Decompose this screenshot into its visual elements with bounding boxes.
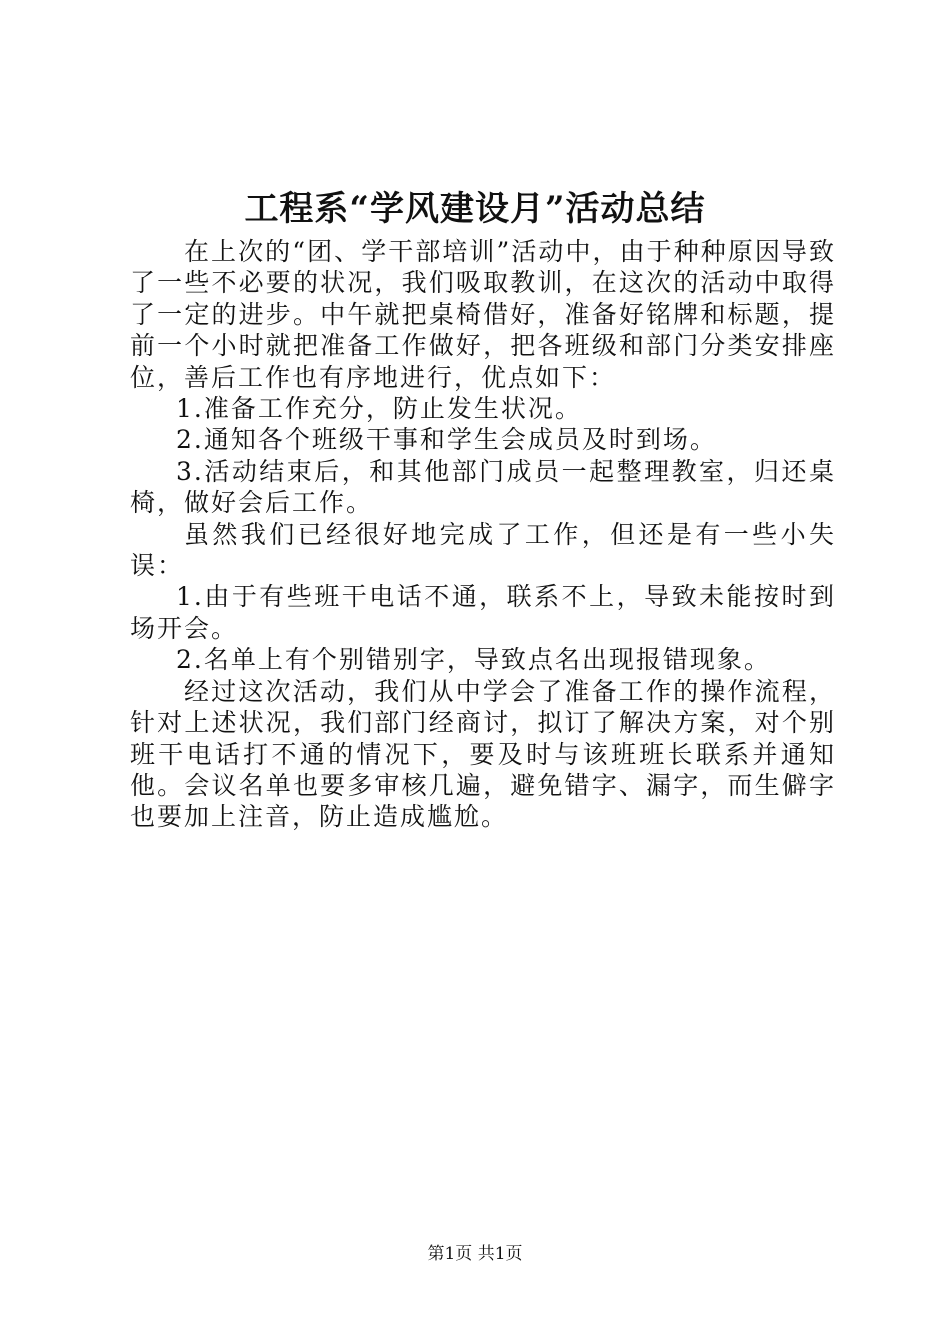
conclusion-paragraph: 经过这次活动，我们从中学会了准备工作的操作流程，针对上述状况，我们部门经商讨，拟订了解决方案，对个别班干电话打不通的情况下，要及时与该班班长联系并通知他。会议名单也要多审核几遍，避免错字、漏字，而生僻字也要加上注音，防止造成尴尬。 [130, 676, 836, 832]
strength-item-3: 3.活动结束后，和其他部门成员一起整理教室，归还桌椅，做好会后工作。 [130, 456, 836, 518]
mistake-item-1: 1.由于有些班干电话不通，联系不上，导致未能按时到场开会。 [130, 582, 836, 643]
document-title: 工程系“学风建设月”活动总结 [244, 189, 706, 229]
mistakes-intro-paragraph: 虽然我们已经很好地完成了工作，但还是有一些小失误： [130, 519, 836, 581]
page-number-footer: 第1页 共1页 [427, 1244, 523, 1264]
strength-item-1: 1.准备工作充分，防止发生状况。 [176, 394, 582, 424]
strength-item-2: 2.通知各个班级干事和学生会成员及时到场。 [176, 425, 717, 455]
document-body [130, 236, 836, 833]
mistake-item-2: 2.名单上有个别错别字，导致点名出现报错现象。 [176, 645, 771, 675]
intro-paragraph: 在上次的“团、学干部培训”活动中，由于种种原因导致了一些不必要的状况，我们吸取教训，在这次的活动中取得了一定的进步。中午就把桌椅借好，准备好铭牌和标题，提前一个小时就把准备工作做好，把各班级和部门分类安排座位，善后工作也有序地进行，优点如下： [130, 237, 836, 392]
